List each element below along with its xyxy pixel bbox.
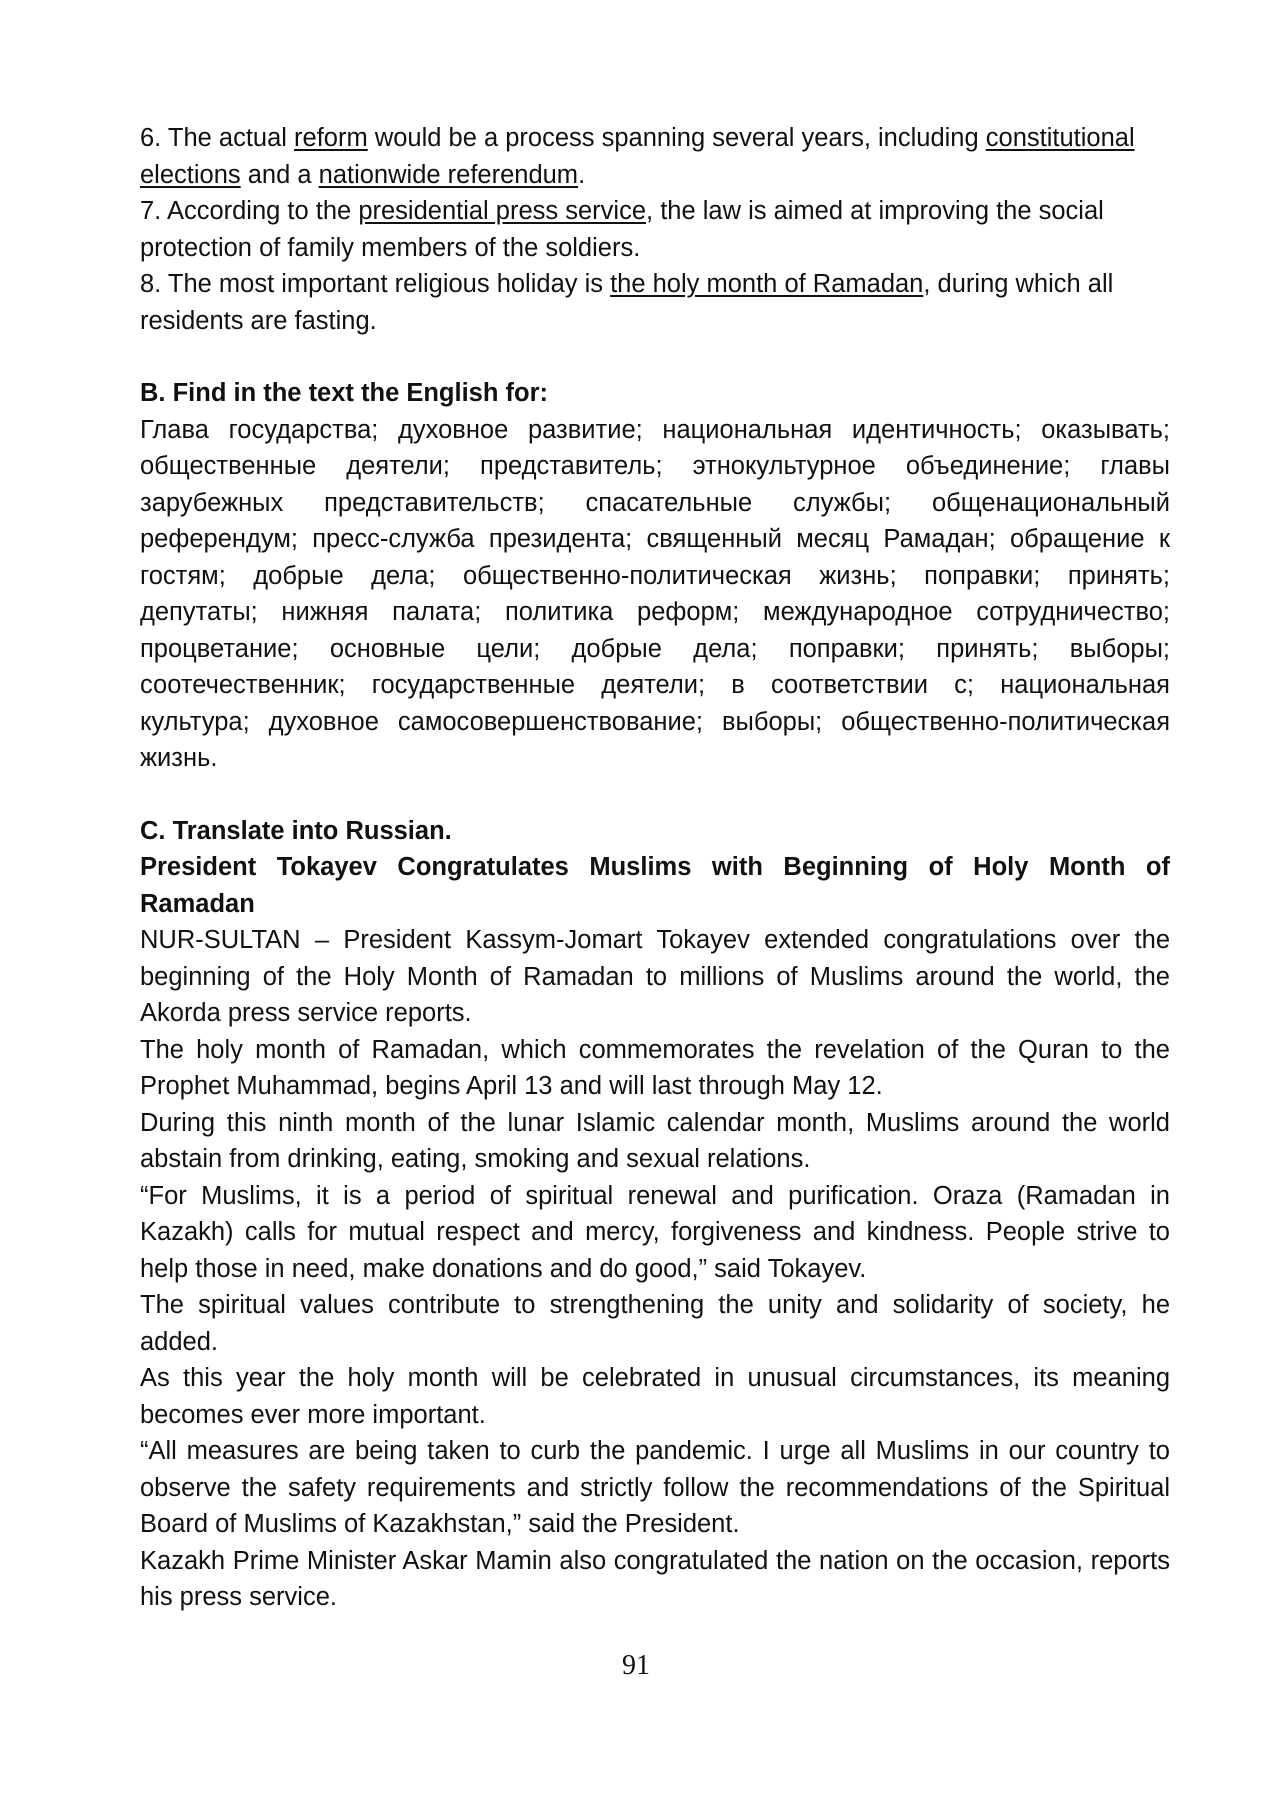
underlined-term: constitutional elections	[140, 124, 1135, 189]
section-c-heading: C. Translate into Russian.	[140, 816, 452, 845]
section-b-vocabulary: Глава государства; духовное развитие; национальная идентичность; оказывать; общественные деятели; представитель; этнокультурное объединение; главы зарубежных представительств; спасательные службы; общенациональный референдум; пресс-служба президента; священный месяц Рамадан; обращение к гостям; добрые дела; общественно-политическая жизнь; поправки; принять; депутаты; нижняя палата; политика реформ; международное сотрудничество; процветание; основные цели; добрые дела; поправки; принять; выборы; соотечественник; государственные деятели; в соответствии с; национальная культура; духовное самосовершенствование; выборы; общественно-политическая жизнь.	[140, 415, 1170, 772]
underlined-term: presidential press service	[358, 197, 647, 225]
page-number: 91	[622, 1650, 650, 1681]
article-paragraph: As this year the holy month will be celebrated in unusual circumstances, its meaning becomes ever more important.	[140, 1364, 1170, 1429]
spacer	[140, 339, 1170, 375]
spacer	[140, 777, 1170, 813]
underlined-term: reform	[294, 124, 368, 152]
underlined-term: nationwide referendum	[318, 160, 579, 189]
article-paragraph: The spiritual values contribute to strengthening the unity and solidarity of society, he added.	[140, 1291, 1170, 1356]
article-paragraph: NUR-SULTAN – President Kassym-Jomart Tokayev extended congratulations over the beginning of the Holy Month of Ramadan to millions of Muslims around the world, the Akorda press service reports.	[140, 926, 1170, 1027]
article-paragraph: The holy month of Ramadan, which commemorates the revelation of the Quran to the Prophet Muhammad, begins April 13 and will last through May 12.	[140, 1035, 1170, 1100]
article-paragraph: “For Muslims, it is a period of spiritual renewal and purification. Oraza (Ramadan in Kazakh) calls for mutual respect and mercy, forgiveness and kindness. People strive to help those in need, make donations and do good,” said Tokayev.	[140, 1181, 1170, 1283]
article-paragraph: During this ninth month of the lunar Islamic calendar month, Muslims around the world abstain from drinking, eating, smoking and sexual relations.	[140, 1108, 1170, 1173]
article-title: President Tokayev Congratulates Muslims with Beginning of Holy Month of Ramadan	[140, 853, 1170, 918]
exercise-item-8: 8. The most important religious holiday is the holy month of Ramadan, during which all residents are fasting.	[140, 270, 1114, 335]
article-paragraph: “All measures are being taken to curb the pandemic. I urge all Muslims in our country to observe the safety requirements and strictly follow the recommendations of the Spiritual Board of Muslims of Kazakhstan,” said the President.	[140, 1437, 1170, 1538]
document-page	[140, 120, 1170, 1616]
underlined-term: the holy month of Ramadan	[610, 270, 924, 298]
exercise-item-7: 7. According to the presidential press service, the law is aimed at improving the social protection of family members of the soldiers.	[140, 197, 1104, 262]
article-paragraph: Kazakh Prime Minister Askar Mamin also congratulated the nation on the occasion, reports his press service.	[140, 1546, 1170, 1611]
section-b-heading: B. Find in the text the English for:	[140, 379, 548, 407]
exercise-item-6: 6. The actual reform would be a process spanning several years, including constitutional elections and a nationwide referendum.	[140, 124, 1135, 189]
